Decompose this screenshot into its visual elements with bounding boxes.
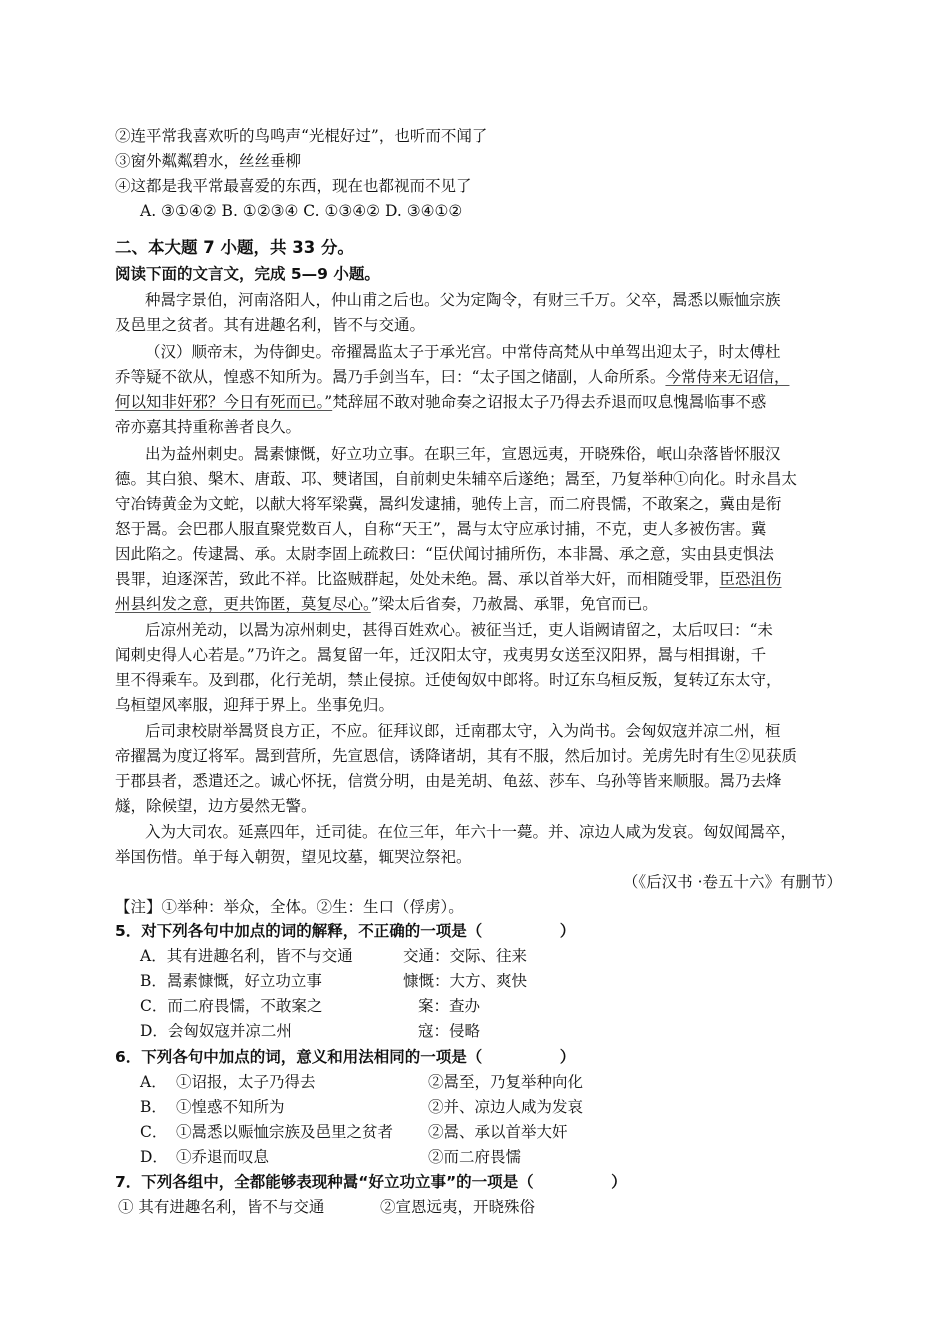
q7-item-1: ① 其有进趣名利，皆不与交通 bbox=[118, 1198, 325, 1216]
passage-line bbox=[115, 365, 789, 389]
section-title: 二、本大题 7 小题，共 33 分。 bbox=[115, 238, 354, 257]
underlined-sentence: 何以知非奸邪？今日有死而已。” bbox=[115, 393, 333, 411]
source-citation: （《后汉书 ·卷五十六》有删节） bbox=[622, 873, 842, 891]
q6-option-b-first: ①惶惑不知所为 bbox=[176, 1098, 285, 1116]
answer-options: A. ③①④② B. ①②③④ C. ①③④② D. ③④①② bbox=[140, 202, 463, 220]
q5-option-b: B．暠素慷慨，好立功立事 bbox=[140, 972, 322, 990]
choice-line: ③窗外粼粼碧水，丝丝垂柳 bbox=[115, 152, 302, 170]
underlined-sentence: 今常侍来无诏信， bbox=[665, 368, 790, 386]
q6-option-a-second: ②暠至，乃复举种向化 bbox=[428, 1073, 584, 1091]
question-5-stem: 5．对下列各句中加点的词的解释，不正确的一项是（ ） bbox=[115, 922, 576, 940]
passage-line: （汉）顺帝末，为侍御史。帝擢暠监太子于承光宫。中常侍高梵从中单驾出迎太子，时太傅杜 bbox=[145, 343, 781, 361]
q6-option-c-label: C． bbox=[140, 1123, 168, 1141]
passage-line: 帝擢暠为度辽将军。暠到营所，先宣恩信，诱降诸胡，其有不服，然后加讨。羌虏先时有生②见获质 bbox=[115, 747, 798, 765]
passage-text: 乔等疑不欲从，惶惑不知所为。暠乃手剑当车，曰：“太子国之储副，人命所系。 bbox=[115, 368, 666, 386]
passage-line: 怒于暠。会巴郡人服直聚党数百人，自称“天王”，暠与太守应承讨捕，不克，吏人多被伤害。冀 bbox=[115, 520, 767, 538]
passage-text: 畏罪，迫逐深苦，致此不祥。比盗贼群起，处处未绝。暠、承以首举大奸，而相随受罪， bbox=[115, 570, 720, 588]
passage-line: 举国伤惜。单于每入朝贺，望见坟墓，辄哭泣祭祀。 bbox=[115, 848, 472, 866]
choice-line: ②连平常我喜欢听的鸟鸣声“光棍好过”，也听而不闻了 bbox=[115, 127, 488, 145]
passage-line: 因此陷之。传逮暠、承。太尉李固上疏救曰：“臣伏闻讨捕所伤，本非暠、承之意，实由县吏惧法 bbox=[115, 545, 774, 563]
q6-option-b-label: B． bbox=[140, 1098, 167, 1116]
passage-line bbox=[115, 390, 766, 414]
passage-line bbox=[115, 567, 782, 591]
passage-line: 出为益州刺史。暠素慷慨，好立功立事。在职三年，宣恩远夷，开晓殊俗，岷山杂落皆怀服汉 bbox=[145, 445, 781, 463]
q5-option-c-gloss: 案：查办 bbox=[418, 997, 481, 1015]
question-6-stem: 6．下列各句中加点的词，意义和用法相同的一项是（ ） bbox=[115, 1048, 576, 1066]
q5-option-d-gloss: 寇：侵略 bbox=[418, 1022, 481, 1040]
q6-option-d-second: ②而二府畏懦 bbox=[428, 1148, 522, 1166]
q6-option-a-first: ①诏报，太子乃得去 bbox=[176, 1073, 316, 1091]
annotation-note: 【注】①举种：举众，全体。②生：生口（俘虏）。 bbox=[115, 898, 464, 916]
passage-line: 种暠字景伯，河南洛阳人，仲山甫之后也。父为定陶令，有财三千万。父卒，暠悉以赈恤宗族 bbox=[145, 291, 781, 309]
q6-option-a-label: A． bbox=[140, 1073, 167, 1091]
passage-line: 里不得乘车。及到郡，化行羌胡，禁止侵掠。迁使匈奴中郎将。时辽东乌桓反叛，复转辽东太守， bbox=[115, 671, 782, 689]
q5-option-a: A．其有进趣名利，皆不与交通 bbox=[140, 947, 353, 965]
passage-line: 后凉州羌动，以暠为凉州刺史，甚得百姓欢心。被征当迁，吏人诣阙请留之，太后叹曰：“未 bbox=[145, 621, 773, 639]
instruction: 阅读下面的文言文，完成 5—9 小题。 bbox=[115, 265, 380, 283]
passage-line: 燧，除候望，边方晏然无警。 bbox=[115, 797, 317, 815]
q6-option-c-second: ②暠、承以首举大奸 bbox=[428, 1123, 568, 1141]
passage-text: 梵辞屈不敢对驰命奏之诏报太子乃得去乔退而叹息愧暠临事不惑 bbox=[332, 393, 767, 411]
q5-option-d: D．会匈奴寇并凉二州 bbox=[140, 1022, 292, 1040]
choice-line: ④这都是我平常最喜爱的东西，现在也都视而不见了 bbox=[115, 177, 472, 195]
q6-option-b-second: ②并、凉边人咸为发哀 bbox=[428, 1098, 584, 1116]
q6-option-c-first: ①暠悉以赈恤宗族及邑里之贫者 bbox=[176, 1123, 394, 1141]
question-7-stem: 7．下列各组中，全都能够表现种暠“好立功立事”的一项是（ ） bbox=[115, 1173, 627, 1191]
underlined-sentence: 臣恐沮伤 bbox=[719, 570, 782, 588]
passage-line: 于郡县者，悉遣还之。诚心怀抚，信赏分明，由是羌胡、龟兹、莎车、乌孙等皆来顺服。暠乃去烽 bbox=[115, 772, 782, 790]
q6-option-d-label: D． bbox=[140, 1148, 168, 1166]
q7-item-2: ②宣恩远夷，开晓殊俗 bbox=[380, 1198, 536, 1216]
passage-line: 闻刺史得人心若是。”乃许之。暠复留一年，迁汉阳太守，戎夷男女送至汉阳界，暠与相揖谢，千 bbox=[115, 646, 767, 664]
passage-line: 德。其白狼、槃木、唐菆、邛、僰诸国，自前刺史朱辅卒后遂绝；暠至，乃复举种①向化。时永昌太 bbox=[115, 470, 798, 488]
passage-line bbox=[115, 592, 658, 616]
passage-line: 入为大司农。延熹四年，迁司徒。在位三年，年六十一薨。并、凉边人咸为发哀。匈奴闻暠卒， bbox=[145, 823, 797, 841]
q5-option-a-gloss: 交通：交际、往来 bbox=[403, 947, 528, 965]
q6-option-d-first: ①乔退而叹息 bbox=[176, 1148, 270, 1166]
passage-line: 守冶铸黄金为文蛇，以献大将军梁冀，暠纠发逮捕，驰传上言，而二府畏懦，不敢案之，冀由是衔 bbox=[115, 495, 782, 513]
q5-option-c: C．而二府畏懦，不敢案之 bbox=[140, 997, 323, 1015]
passage-line: 帝亦嘉其持重称善者良久。 bbox=[115, 418, 302, 436]
passage-text: ”梁太后省奏，乃赦暠、承罪，免官而已。 bbox=[370, 595, 658, 613]
passage-line: 乌桓望风率服，迎拜于界上。坐事免归。 bbox=[115, 696, 395, 714]
passage-line: 及邑里之贫者。其有进趣名利，皆不与交通。 bbox=[115, 316, 426, 334]
passage-line: 后司隶校尉举暠贤良方正，不应。征拜议郎，迁南郡太守，入为尚书。会匈奴寇并凉二州，桓 bbox=[145, 722, 781, 740]
q5-option-b-gloss: 慷慨：大方、爽快 bbox=[403, 972, 528, 990]
underlined-sentence: 州县纠发之意，更共饰匿，莫复尽心。 bbox=[115, 595, 371, 613]
